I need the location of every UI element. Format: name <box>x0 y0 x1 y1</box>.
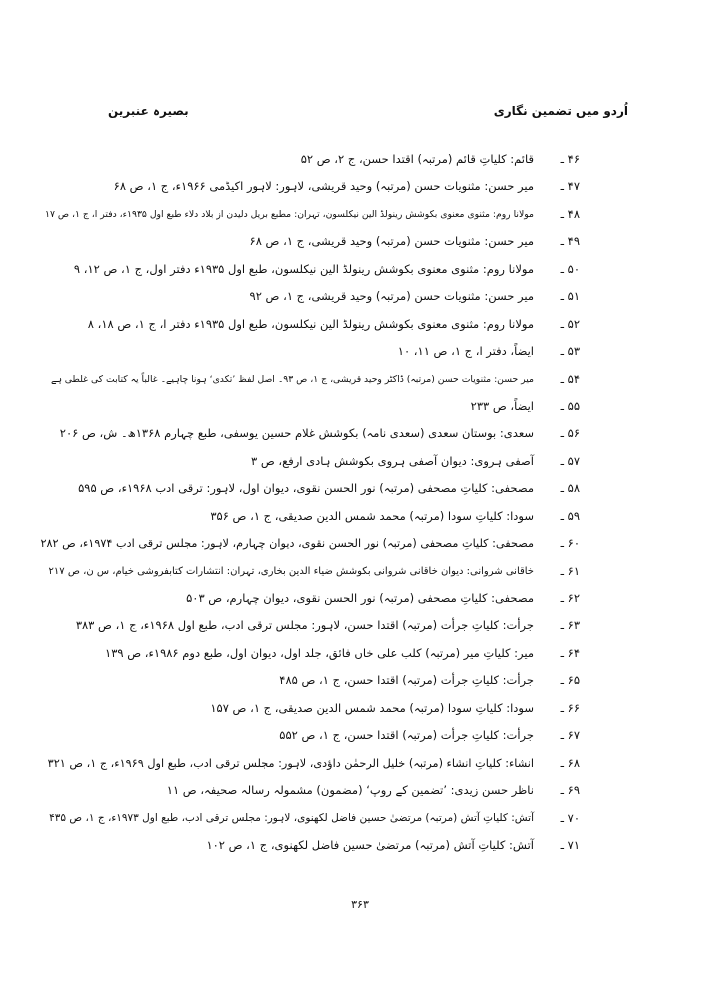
reference-number: ۵۷ ـ <box>560 453 580 468</box>
reference-number: ۶۲ ـ <box>560 591 580 605</box>
reference-number: ۶۵ ـ <box>560 673 580 688</box>
reference-number: ۶۷ ـ <box>560 728 580 743</box>
reference-item <box>0 695 720 722</box>
reference-item <box>0 338 720 365</box>
reference-text: میر حسن: مثنویات حسن (مرتبہ) ڈاکٹر وحید قریشی، ج ۱، ص ۹۳۔ اصل لفظ ’تکدی‘ ہونا چاہیے۔ غالباً یہ کتابت کی غلطی ہے <box>51 373 534 385</box>
reference-number: ۶۳ ـ <box>560 618 580 633</box>
reference-text: سودا: کلیاتِ سودا (مرتبہ) محمد شمس الدین صدیقی، ج ۱، ص ۳۵۶ <box>210 508 534 523</box>
reference-item <box>0 558 720 585</box>
reference-text: سعدی: بوستان سعدی (سعدی نامہ) بکوشش غلام حسین یوسفی، طبع چہارم ۱۳۶۸ھ۔ ش، ص ۲۰۶ <box>59 426 534 441</box>
reference-number: ۶۱ ـ <box>560 563 580 578</box>
reference-number: ۴۹ ـ <box>560 234 580 249</box>
reference-item <box>0 805 720 832</box>
reference-number: ۵۱ ـ <box>560 289 580 304</box>
reference-text: جرأت: کلیاتِ جرأت (مرتبہ) اقتدا حسن، ج ۱، ص ۴۸۵ <box>279 673 534 688</box>
reference-number: ۵۵ ـ <box>560 398 580 413</box>
reference-item <box>0 585 720 612</box>
reference-item <box>0 283 720 310</box>
reference-item <box>0 420 720 447</box>
reference-number: ۴۷ ـ <box>560 179 580 194</box>
reference-text: جرأت: کلیاتِ جرأت (مرتبہ) اقتدا حسن، لاہور: مجلس ترقی ادب، طبع اول ۱۹۶۸ء، ج ۱، ص ۳۸۳ <box>75 618 534 633</box>
reference-text: آتش: کلیاتِ آتش (مرتبہ) مرتضیٰ حسین فاضل لکھنوی، ج ۱، ص ۱۰۲ <box>206 837 534 852</box>
reference-number: ۵۳ ـ <box>560 344 580 359</box>
reference-text: انشاء: کلیاتِ انشاء (مرتبہ) خلیل الرحمٰن داؤدی، لاہور: مجلس ترقی ادب، طبع اول ۱۹۶۹ء، ج ۱، ص ۳۲۱ <box>47 756 534 770</box>
reference-text: قائم: کلیاتِ قائم (مرتبہ) اقتدا حسن، ج ۲، ص ۵۲ <box>300 152 534 166</box>
reference-text: مولانا روم: مثنوی معنوی بکوشش رینولڈ الین نیکلسون، تہران: مطبع بریل دلیدن از بلاد دلاء طبع اول ۱۹۳۵ء، دفتر ا، ج ۱، ص ۱۷ <box>44 208 534 220</box>
reference-text: مولانا روم: مثنوی معنوی بکوشش رینولڈ الین نیکلسون، طبع اول ۱۹۳۵ء دفتر ا، ج ۱، ص ۱۸، ۸ <box>87 316 534 331</box>
reference-number: ۶۹ ـ <box>560 783 580 798</box>
header-author: بصیرہ عنبرین <box>108 104 189 118</box>
reference-list <box>0 146 720 859</box>
reference-number: ۵۹ ـ <box>560 508 580 523</box>
reference-text: مصحفی: کلیاتِ مصحفی (مرتبہ) نور الحسن نقوی، دیوان چہارم، ص ۵۰۳ <box>186 591 534 605</box>
reference-number: ۴۸ ـ <box>560 206 580 221</box>
reference-number: ۷۱ ـ <box>560 837 580 852</box>
reference-item <box>0 448 720 475</box>
reference-number: ۷۰ ـ <box>560 810 580 825</box>
reference-number: ۶۴ ـ <box>560 645 580 660</box>
reference-item <box>0 777 720 804</box>
reference-item <box>0 503 720 530</box>
reference-text: میر حسن: مثنویات حسن (مرتبہ) وحید قریشی، لاہور: لاہور اکیڈمی ۱۹۶۶ء، ج ۱، ص ۶۸ <box>113 179 534 194</box>
reference-text: آصفی ہروی: دیوان آصفی ہروی بکوشش ہادی ارفع، ص ۳ <box>250 453 534 468</box>
reference-item <box>0 667 720 694</box>
reference-text: میر حسن: مثنویات حسن (مرتبہ) وحید قریشی، ج ۱، ص ۶۸ <box>249 234 534 249</box>
reference-text: ایضاً، دفتر ا، ج ۱، ص ۱۱، ۱۰ <box>397 344 534 359</box>
reference-text: مولانا روم: مثنوی معنوی بکوشش رینولڈ الین نیکلسون، طبع اول ۱۹۳۵ء دفتر اول، ج ۱، ص ۱۲، ۹ <box>73 261 534 276</box>
reference-number: ۵۸ ـ <box>560 481 580 496</box>
page-number: ۳۶۳ <box>351 898 369 911</box>
reference-item <box>0 530 720 557</box>
reference-item <box>0 393 720 420</box>
reference-number: ۴۶ ـ <box>560 152 580 166</box>
reference-number: ۵۴ ـ <box>560 371 580 386</box>
reference-item <box>0 146 720 173</box>
reference-number: ۵۰ ـ <box>560 261 580 276</box>
reference-text: مصحفی: کلیاتِ مصحفی (مرتبہ) نور الحسن نقوی، دیوان چہارم، لاہور: مجلس ترقی ادب ۱۹۷۴ء، ص ۲۸۲ <box>40 537 534 551</box>
reference-item <box>0 640 720 667</box>
reference-text: ایضاً، ص ۲۳۳ <box>470 398 534 413</box>
reference-item <box>0 832 720 859</box>
reference-item <box>0 228 720 255</box>
reference-text: مصحفی: کلیاتِ مصحفی (مرتبہ) نور الحسن نقوی، دیوان اول، لاہور: ترقی ادب ۱۹۶۸ء، ص ۵۹۵ <box>78 481 534 496</box>
reference-text: جرأت: کلیاتِ جرأت (مرتبہ) اقتدا حسن، ج ۱، ص ۵۵۲ <box>279 728 534 743</box>
reference-item <box>0 311 720 338</box>
reference-item <box>0 475 720 502</box>
reference-item <box>0 722 720 749</box>
reference-number: ۶۸ ـ <box>560 755 580 770</box>
reference-number: ۵۲ ـ <box>560 316 580 331</box>
reference-text: ناظر حسن زیدی: ’تضمین کے روپ‘ (مضمون) مشمولہ رسالہ صحیفہ، ص ۱۱ <box>166 783 534 798</box>
reference-item <box>0 366 720 393</box>
reference-item <box>0 256 720 283</box>
reference-number: ۶۶ ـ <box>560 700 580 715</box>
reference-text: خاقانی شروانی: دیوان خاقانی شروانی بکوشش ضیاء الدین بخاری، تہران: انتشارات کتابفروشی خیام، س ن، ص ۲۱۷ <box>48 565 534 577</box>
reference-item <box>0 173 720 200</box>
reference-text: آتش: کلیاتِ آتش (مرتبہ) مرتضیٰ حسین فاضل لکھنوی، لاہور: مجلس ترقی ادب، طبع اول ۱۹۷۳ء، ج ۱، ص ۴۳۵ <box>49 811 534 824</box>
reference-item <box>0 201 720 228</box>
header-book-title: اُردو میں تضمین نگاری <box>493 104 628 118</box>
reference-text: سودا: کلیاتِ سودا (مرتبہ) محمد شمس الدین صدیقی، ج ۱، ص ۱۵۷ <box>210 700 534 715</box>
reference-item <box>0 612 720 639</box>
reference-item <box>0 750 720 777</box>
running-header <box>60 104 660 126</box>
reference-text: میر حسن: مثنویات حسن (مرتبہ) وحید قریشی، ج ۱، ص ۹۲ <box>249 289 534 304</box>
reference-number: ۵۶ ـ <box>560 426 580 441</box>
reference-number: ۶۰ ـ <box>560 536 580 551</box>
reference-text: میر: کلیاتِ میر (مرتبہ) کلب علی خاں فائق، جلد اول، دیوان اول، طبع دوم ۱۹۸۶ء، ص ۱۳۹ <box>105 645 534 660</box>
